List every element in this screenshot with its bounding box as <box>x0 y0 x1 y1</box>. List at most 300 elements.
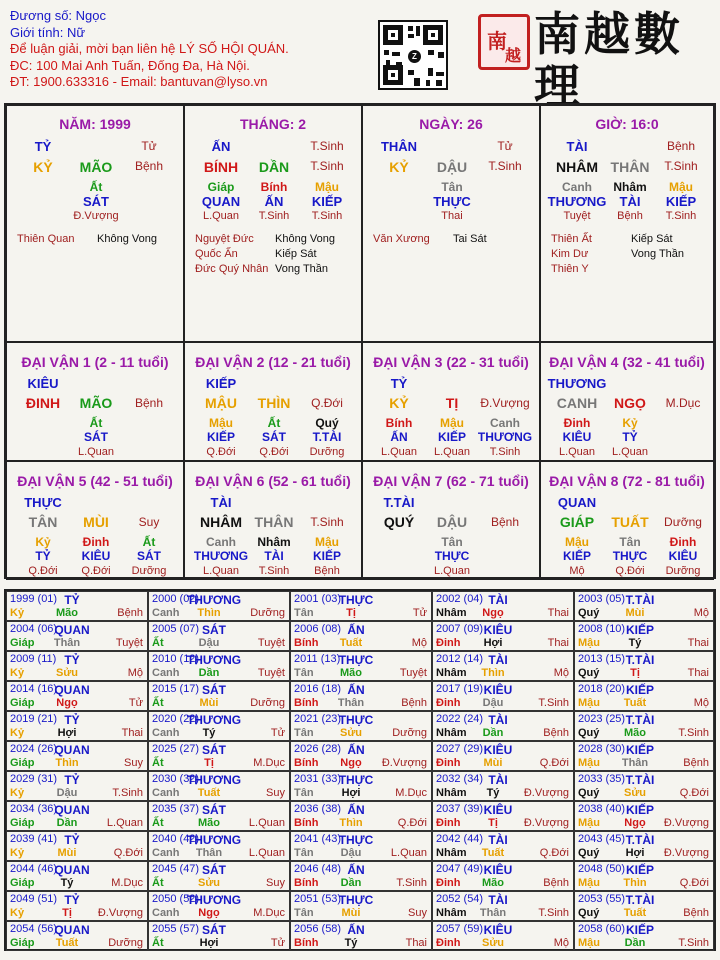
year-state: Q.Đới <box>679 877 709 889</box>
year-state: L.Quan <box>248 847 285 859</box>
year-state: Đ.Vượng <box>663 817 709 829</box>
pillar-state2: T.Sinh <box>488 159 522 173</box>
year-god: TỶ <box>64 713 80 727</box>
year-state: Mộ <box>693 697 709 709</box>
star-left: Quốc Ấn <box>195 248 238 260</box>
year-god: KIÊU <box>483 803 513 817</box>
year-branch: Thìn <box>481 667 505 679</box>
year-stem: Kỷ <box>10 607 25 619</box>
year-stem: Giáp <box>10 697 35 709</box>
pillar-branch: MÃO <box>79 159 113 175</box>
year-god: KIẾP <box>625 683 655 697</box>
year-stem: Tân <box>294 847 314 859</box>
year-label: 2006 (08) <box>294 623 342 635</box>
star-right: Tai Sát <box>453 233 487 245</box>
luck-pillar-title: ĐẠI VẬN 2 (12 - 21 tuổi) <box>195 354 351 370</box>
year-label: 2031 (33) <box>294 773 342 785</box>
year-god: THƯƠNG <box>186 773 242 787</box>
year-state: T.Sinh <box>112 787 143 799</box>
qr-center-icon: Z <box>408 50 421 63</box>
year-state: T.Sinh <box>678 727 709 739</box>
year-state: Suy <box>124 757 143 769</box>
luck-hidden-stem: Quý <box>315 416 339 430</box>
year-branch: Ngọ <box>198 907 220 919</box>
gender-label: Giới tính: <box>10 24 64 40</box>
year-state: Mộ <box>553 667 569 679</box>
luck-pillar-title: ĐẠI VẬN 4 (32 - 41 tuổi) <box>549 354 705 370</box>
year-stem: Nhâm <box>436 727 467 739</box>
year-cell <box>148 591 290 621</box>
year-label: 2009 (11) <box>10 653 57 665</box>
year-state: T.Sinh <box>678 937 709 949</box>
year-stem: Tân <box>294 607 314 619</box>
year-stem: Mậu <box>578 937 600 949</box>
year-branch: Tị <box>346 607 356 619</box>
luck-pillar-7 <box>362 461 540 580</box>
year-label: 2034 (36) <box>10 803 58 815</box>
year-stem: Nhâm <box>436 847 467 859</box>
year-state: Bệnh <box>401 697 427 709</box>
year-god: TỶ <box>64 653 80 667</box>
year-state: M.Dục <box>253 907 285 919</box>
year-branch: Tý <box>202 727 216 739</box>
luck-hidden-sub: Q.Đới <box>206 446 236 458</box>
luck-branch: NGỌ <box>614 395 646 411</box>
luck-hidden-sub: L.Quan <box>558 446 596 458</box>
luck-hidden-god: KIÊU <box>81 549 111 563</box>
pillar-stem: KỶ <box>389 159 409 175</box>
hidden-stem: Tân <box>441 180 463 194</box>
year-cell <box>432 831 574 861</box>
year-cell <box>574 711 714 741</box>
year-label: 2056 (58) <box>294 923 342 935</box>
year-branch: Dậu <box>56 787 78 799</box>
year-god: KIẾP <box>625 803 655 817</box>
year-stem: Ất <box>152 697 164 709</box>
year-cell <box>290 861 432 891</box>
pillar-god: THÂN <box>380 139 418 154</box>
luck-pillar-4 <box>540 342 714 461</box>
luck-state: Q.Đới <box>311 396 343 410</box>
luck-hidden-sub: L.Quan <box>77 446 115 458</box>
address-line: ĐC: 100 Mai Anh Tuấn, Đống Đa, Hà Nội. <box>10 57 250 73</box>
year-branch: Tý <box>486 787 500 799</box>
year-label: 1999 (01) <box>10 593 58 605</box>
year-state: Thai <box>405 937 427 949</box>
year-god: THỰC <box>338 653 374 667</box>
luck-branch: THÌN <box>257 395 291 411</box>
year-label: 2022 (24) <box>436 713 484 725</box>
pillar-state2: T.Sinh <box>310 159 344 173</box>
year-label: 2043 (45) <box>578 833 626 845</box>
luck-hidden-god: KIẾP <box>562 549 592 563</box>
year-label: 2005 (07) <box>152 623 200 635</box>
year-cell <box>290 921 432 951</box>
year-stem: Kỷ <box>10 667 25 679</box>
luck-hidden-god: ẤN <box>390 430 408 444</box>
year-label: 2046 (48) <box>294 863 342 875</box>
year-god: TÀI <box>488 713 508 727</box>
year-cell <box>432 771 574 801</box>
hidden-sub: T.Sinh <box>311 210 343 222</box>
year-label: 2002 (04) <box>436 593 484 605</box>
year-branch: Dậu <box>482 697 504 709</box>
luck-hidden-god: KIẾP <box>312 549 342 563</box>
pillar-god: ẤN <box>211 139 231 154</box>
year-stem: Giáp <box>10 937 35 949</box>
luck-state: Đ.Vượng <box>480 396 530 410</box>
year-state: L.Quan <box>248 817 285 829</box>
year-label: 2054 (56) <box>10 923 58 935</box>
year-branch: Thìn <box>55 757 79 769</box>
year-stem: Tân <box>294 907 314 919</box>
pillar-year <box>6 105 184 342</box>
year-state: L.Quan <box>390 847 427 859</box>
year-branch: Tị <box>488 817 498 829</box>
year-branch: Thân <box>621 757 649 769</box>
year-stem: Canh <box>152 907 180 919</box>
luck-god: KIÊU <box>27 376 59 391</box>
year-branch: Thìn <box>197 607 221 619</box>
year-stem: Canh <box>152 667 180 679</box>
luck-stem: MẬU <box>205 395 237 411</box>
luck-hidden-stem: Đinh <box>669 535 697 549</box>
year-branch: Thân <box>479 907 507 919</box>
year-stem: Tân <box>294 667 314 679</box>
year-branch: Mùi <box>199 697 219 709</box>
luck-hidden-sub: Dưỡng <box>131 565 167 577</box>
year-branch: Dần <box>56 817 78 829</box>
year-label: 2057 (59) <box>436 923 484 935</box>
hidden-god: SÁT <box>83 194 109 209</box>
year-god: QUAN <box>54 923 90 937</box>
year-god: T.TÀI <box>625 773 655 787</box>
year-state: M.Dục <box>111 877 143 889</box>
year-branch: Tuất <box>623 907 647 919</box>
year-cell <box>6 801 148 831</box>
pillar-god: TỶ <box>34 139 52 154</box>
year-stem: Quý <box>578 847 600 859</box>
year-branch: Thân <box>195 847 223 859</box>
year-branch: Sửu <box>339 727 363 739</box>
year-stem: Đinh <box>436 937 461 949</box>
star-right: Không Vong <box>275 233 335 245</box>
year-god: KIẾP <box>625 923 655 937</box>
year-stem: Bính <box>294 937 319 949</box>
year-god: T.TÀI <box>625 653 655 667</box>
year-cell <box>290 801 432 831</box>
year-cell <box>432 891 574 921</box>
luck-hidden-sub: L.Quan <box>380 446 418 458</box>
pillar-stem: BÍNH <box>203 159 239 175</box>
luck-hidden-stem: Mậu <box>209 416 233 430</box>
luck-state: Bệnh <box>490 515 520 529</box>
star-left: Thiên Y <box>551 263 589 275</box>
year-god: THỰC <box>338 833 374 847</box>
year-cell <box>290 891 432 921</box>
year-state: Bệnh <box>543 727 569 739</box>
year-stem: Ất <box>152 817 164 829</box>
year-god: KIẾP <box>625 863 655 877</box>
year-cell <box>574 801 714 831</box>
year-state: Dưỡng <box>392 727 427 739</box>
year-god: THƯƠNG <box>186 893 242 907</box>
luck-hidden-stem: Mậu <box>565 535 589 549</box>
year-state: Thai <box>687 667 709 679</box>
year-stem: Đinh <box>436 697 461 709</box>
year-label: 2010 (12) <box>152 653 200 665</box>
luck-hidden-sub: Q.Đới <box>615 565 645 577</box>
year-cell <box>290 711 432 741</box>
year-cell <box>148 771 290 801</box>
year-god: T.TÀI <box>625 833 655 847</box>
year-state: Tử <box>128 697 143 709</box>
year-cell <box>6 771 148 801</box>
year-state: T.Sinh <box>538 697 569 709</box>
year-stem: Canh <box>152 847 180 859</box>
luck-hidden-sub: Dưỡng <box>665 565 701 577</box>
year-stem: Quý <box>578 667 600 679</box>
year-label: 2039 (41) <box>10 833 58 845</box>
luck-hidden-god: THƯƠNG <box>477 430 533 444</box>
year-label: 2021 (23) <box>294 713 342 725</box>
year-cell <box>574 651 714 681</box>
year-label: 2029 (31) <box>10 773 58 785</box>
year-god: SÁT <box>202 743 226 757</box>
luck-stem: ĐINH <box>25 395 61 411</box>
pillar-title: GIỜ: 16:0 <box>595 116 659 132</box>
pillar-title: NĂM: 1999 <box>59 116 131 132</box>
year-branch: Dần <box>340 877 362 889</box>
year-state: Bệnh <box>683 907 709 919</box>
year-god: THỰC <box>338 713 374 727</box>
year-stem: Mậu <box>578 877 600 889</box>
year-state: Tuyệt <box>399 667 427 679</box>
year-god: ẤN <box>347 623 365 637</box>
year-label: 2053 (55) <box>578 893 626 905</box>
year-stem: Canh <box>152 787 180 799</box>
luck-branch: THÂN <box>254 514 294 530</box>
year-label: 2019 (21) <box>10 713 58 725</box>
luck-hidden-stem: Ất <box>267 416 281 430</box>
year-branch: Dậu <box>340 847 362 859</box>
luck-hidden-sub: T.Sinh <box>489 446 521 458</box>
luck-hidden-stem: Canh <box>206 535 236 549</box>
year-label: 2055 (57) <box>152 923 200 935</box>
pillar-grid <box>4 103 716 579</box>
hidden-sub: Thai <box>441 210 463 222</box>
header-info <box>10 8 370 91</box>
year-state: Suy <box>266 877 285 889</box>
luck-hidden-god: KIÊU <box>668 549 698 563</box>
name-value: Ngọc <box>75 8 107 23</box>
year-state: Tuyệt <box>115 637 143 649</box>
year-cell <box>574 591 714 621</box>
luck-hidden-stem: Ất <box>89 416 103 430</box>
phone-line[interactable]: ĐT: 1900.633316 - Email: bantuvan@lyso.vn <box>10 74 268 89</box>
year-label: 2041 (43) <box>294 833 342 845</box>
year-state: Đ.Vượng <box>523 787 569 799</box>
year-label: 2038 (40) <box>578 803 626 815</box>
year-stem: Đinh <box>436 637 461 649</box>
luck-hidden-god: TỶ <box>622 430 638 444</box>
hidden-sub: T.Sinh <box>665 210 697 222</box>
year-state: Tuyệt <box>257 637 285 649</box>
year-cell <box>432 921 574 951</box>
year-cell <box>148 831 290 861</box>
pillar-branch: DẦN <box>258 159 290 175</box>
hidden-sub: Bệnh <box>617 210 643 222</box>
year-cell <box>574 891 714 921</box>
year-state: Đ.Vượng <box>523 817 569 829</box>
year-god: TỶ <box>64 833 80 847</box>
luck-stem: CANH <box>556 395 598 411</box>
luck-hidden-god: KIÊU <box>562 430 592 444</box>
year-state: L.Quan <box>106 817 143 829</box>
year-state: Mộ <box>693 607 709 619</box>
year-branch: Mão <box>340 667 362 679</box>
year-branch: Hợi <box>483 637 503 649</box>
luck-state: T.Sinh <box>310 515 344 529</box>
year-label: 2014 (16) <box>10 683 58 695</box>
year-cell <box>6 621 148 651</box>
pillar-state: Bệnh <box>666 139 696 153</box>
year-label: 2007 (09) <box>436 623 484 635</box>
qr-code[interactable] <box>378 20 448 90</box>
luck-god: TÀI <box>210 495 232 510</box>
year-branch: Sửu <box>55 667 79 679</box>
star-left: Văn Xương <box>373 233 430 245</box>
luck-hidden-stem: Đinh <box>563 416 591 430</box>
year-cell <box>574 861 714 891</box>
year-cell <box>574 621 714 651</box>
year-stem: Giáp <box>10 817 35 829</box>
luck-hidden-god: KIẾP <box>437 430 467 444</box>
luck-hidden-god: THƯƠNG <box>193 549 249 563</box>
luck-hidden-stem: Mậu <box>440 416 464 430</box>
year-cell <box>290 741 432 771</box>
year-label: 2048 (50) <box>578 863 626 875</box>
year-state: Bệnh <box>117 607 143 619</box>
pillar-branch: THÂN <box>610 159 650 175</box>
year-cell <box>574 921 714 951</box>
year-cell <box>432 861 574 891</box>
luck-pillar-5 <box>6 461 184 580</box>
year-cell <box>6 921 148 951</box>
luck-hidden-sub: Bệnh <box>314 565 340 577</box>
year-god: TÀI <box>488 653 508 667</box>
luck-god: T.TÀI <box>383 495 415 510</box>
year-stem: Giáp <box>10 757 35 769</box>
hidden-stem: Ất <box>89 180 103 194</box>
luck-stem: KỶ <box>389 395 409 411</box>
year-branch: Sửu <box>481 937 505 949</box>
hidden-sub: Đ.Vượng <box>73 210 119 222</box>
luck-hidden-stem: Mậu <box>315 535 339 549</box>
year-stem: Bính <box>294 817 319 829</box>
year-state: Dưỡng <box>108 937 143 949</box>
year-cell <box>290 681 432 711</box>
year-state: Suy <box>266 787 285 799</box>
year-label: 2000 (02) <box>152 593 200 605</box>
luck-hidden-stem: Tân <box>441 535 463 549</box>
year-label: 2011 (13) <box>294 653 341 665</box>
luck-state: Bệnh <box>134 396 164 410</box>
luck-hidden-sub: L.Quan <box>202 565 240 577</box>
star-right: Không Vong <box>97 233 157 245</box>
year-god: QUAN <box>54 863 90 877</box>
year-state: Đ.Vượng <box>663 847 709 859</box>
year-state: Tử <box>270 937 285 949</box>
hidden-stem: Mậu <box>669 180 693 194</box>
year-god: KIẾP <box>625 623 655 637</box>
pillar-day <box>362 105 540 342</box>
year-state: Suy <box>408 907 427 919</box>
year-state: T.Sinh <box>396 877 427 889</box>
year-label: 2026 (28) <box>294 743 342 755</box>
year-stem: Bính <box>294 757 319 769</box>
red-seal-logo: 南 越 <box>478 14 530 70</box>
year-label: 2037 (39) <box>436 803 484 815</box>
year-stem: Quý <box>578 787 600 799</box>
year-stem: Kỷ <box>10 727 25 739</box>
year-branch: Ngọ <box>340 757 362 769</box>
year-god: QUAN <box>54 803 90 817</box>
luck-branch: TỊ <box>445 395 459 411</box>
year-stem: Ất <box>152 877 164 889</box>
hidden-god: THƯƠNG <box>547 194 607 209</box>
year-god: ẤN <box>347 803 365 817</box>
year-state: Thai <box>121 727 143 739</box>
year-god: SÁT <box>202 863 226 877</box>
year-branch: Hợi <box>57 727 77 739</box>
luck-hidden-god: TÀI <box>264 549 284 563</box>
year-cell <box>574 831 714 861</box>
year-stem: Nhâm <box>436 787 467 799</box>
luck-pillar-3 <box>362 342 540 461</box>
year-state: Tử <box>412 607 427 619</box>
year-cell <box>6 651 148 681</box>
year-god: THỰC <box>338 773 374 787</box>
year-label: 2047 (49) <box>436 863 484 875</box>
year-state: Mộ <box>127 667 143 679</box>
year-god: T.TÀI <box>625 593 655 607</box>
star-right: Kiếp Sát <box>275 248 317 260</box>
luck-hidden-sub: T.Sinh <box>258 565 290 577</box>
year-label: 2028 (30) <box>578 743 626 755</box>
luck-hidden-sub: Q.Đới <box>28 565 58 577</box>
year-god: KIÊU <box>483 683 513 697</box>
year-cell <box>432 681 574 711</box>
year-branch: Tý <box>344 937 358 949</box>
year-god: THƯƠNG <box>186 653 242 667</box>
luck-hidden-stem: Kỷ <box>35 535 51 549</box>
year-branch: Tuất <box>481 847 505 859</box>
year-cell <box>290 831 432 861</box>
year-cell <box>290 621 432 651</box>
hidden-stem: Mậu <box>315 180 339 194</box>
year-branch: Mùi <box>483 757 503 769</box>
year-label: 2017 (19) <box>436 683 484 695</box>
gender-value: Nữ <box>66 24 86 40</box>
year-label: 2049 (51) <box>10 893 58 905</box>
year-state: M.Dục <box>253 757 285 769</box>
pillar-state: T.Sinh <box>310 139 344 153</box>
year-label: 2051 (53) <box>294 893 342 905</box>
year-god: KIÊU <box>483 623 513 637</box>
year-stem: Nhâm <box>436 667 467 679</box>
luck-state: M.Dục <box>665 396 701 410</box>
